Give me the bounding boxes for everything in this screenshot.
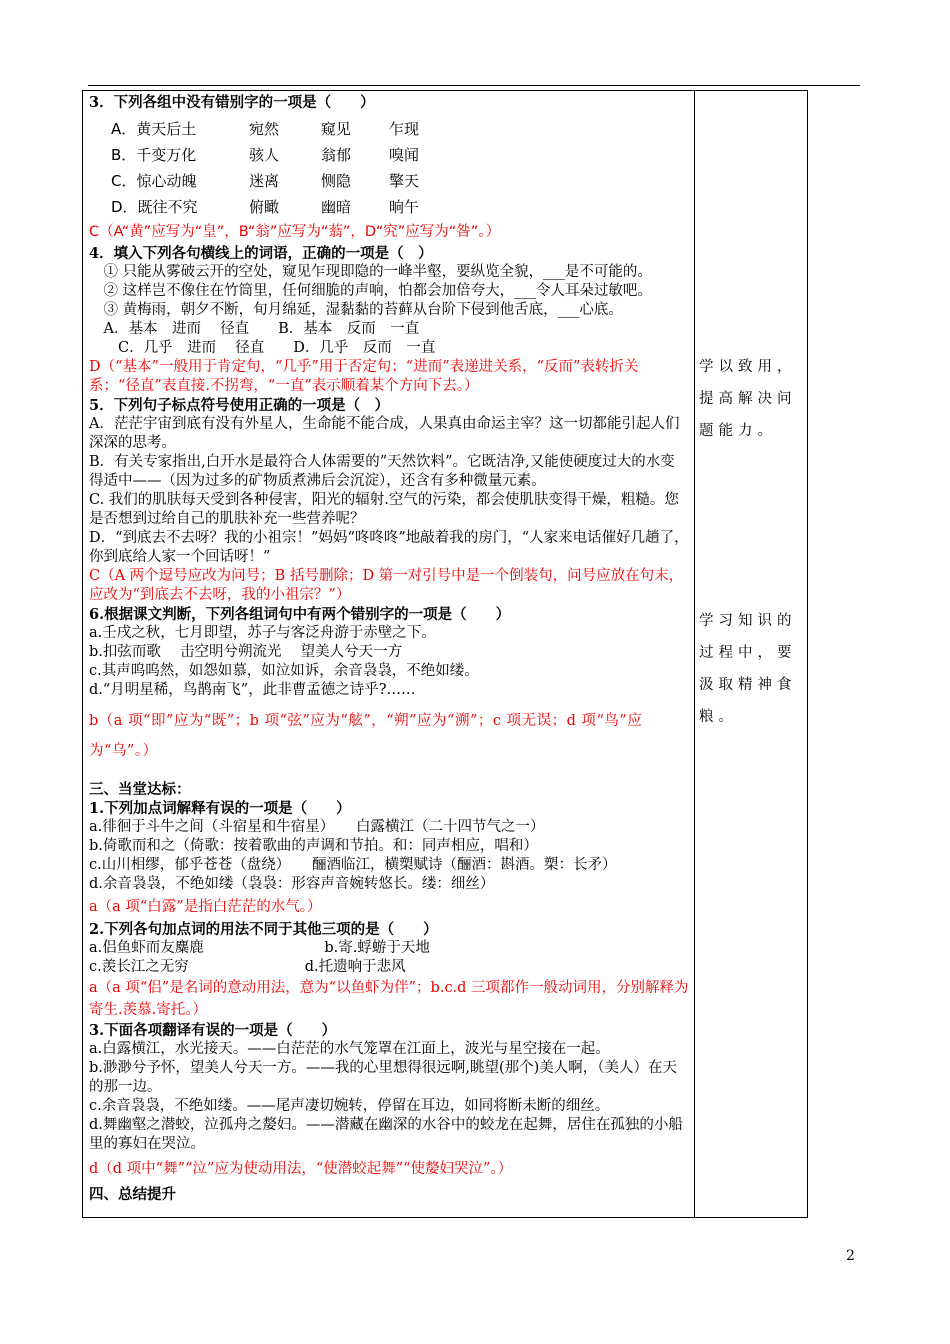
q3-answer: C（A“黄”应写为“皇”，B“翁”应写为“蓊”，D“究”应写为“咎”。） [89, 224, 501, 240]
q4-line: ② 这样岂不像住在竹筒里，任何细脆的声响，怕都会加倍夸大，___令人耳朵过敏吧。 [89, 283, 652, 299]
t2-line: a.侣鱼虾而友麋鹿 b.寄.蜉蝣于天地 [89, 940, 430, 956]
t2-title: 2.下列各句加点词的用法不同于其他三项的是（ ） [89, 921, 438, 938]
side-note-apply: 学以致用，提高解决问题能力。 [699, 359, 797, 439]
t1-line: d.余音袅袅，不绝如缕（袅袅：形容声音婉转悠长。缕：细丝） [89, 876, 495, 892]
t3-line: d.舞幽壑之潜蛟，泣孤舟之嫠妇。——潜藏在幽深的水谷中的蛟龙在起舞，居住在孤独的小船里的寡妇在哭泣。 [89, 1117, 683, 1152]
q6-line: d.“月明星稀，鸟鹊南飞”，此非曹孟德之诗乎?…… [89, 682, 416, 698]
q6-answer: b（a 项“即”应为“既”；b 项“弦”应为“舷”，“朔”应为“溯”；c 项无误；d 项“鸟”应为“乌”。） [89, 713, 643, 759]
worksheet-table [82, 90, 808, 1218]
side-note-learn: 学习知识的过程中，要汲取精神食粮。 [699, 613, 797, 725]
t3-answer: d（d 项中“舞”“泣”应为使动用法，“使潜蛟起舞”“使嫠妇哭泣”。） [89, 1161, 513, 1177]
t3-line: c.余音袅袅，不绝如缕。——尾声凄切婉转，停留在耳边，如同将断未断的细丝。 [89, 1098, 610, 1114]
q6-title: 6.根据课文判断，下列各组词句中有两个错别字的一项是（ ） [89, 606, 511, 623]
t2-answer: a（a 项“侣”是名词的意动用法，意为“以鱼虾为伴”；b.c.d 三项都作一般动词用，分别解释为寄生.羡慕.寄托。） [89, 980, 689, 1018]
page-number: 2 [846, 1248, 855, 1264]
t1-line: c.山川相缪，郁乎苍苍（盘绕） 酾酒临江，横槊赋诗（酾酒：斟酒。槊：长矛） [89, 857, 617, 873]
q5-title: 5．下列句子标点符号使用正确的一项是（ ） [89, 397, 390, 414]
q4-line: ① 只能从雾破云开的空处，窥见乍现即隐的一峰半壑，要纵览全貌，___是不可能的。 [89, 264, 652, 280]
q5-answer: C（A 两个逗号应改为问号；B 括号删除；D 第一对引号中是一个倒装句，问号应放在句末，应改为“到底去不去呀，我的小祖宗？”） [89, 568, 684, 603]
q5-line: D．“到底去不去呀？我的小祖宗！”妈妈“咚咚咚”地敲着我的房门，“人家来电话催好几趟了，你到底给人家一个回话呀！” [89, 530, 689, 565]
q4-line: A．基本 进而 径直 B．基本 反而 一直 [89, 321, 420, 337]
main-content [89, 93, 689, 1204]
q3-option-a: A．黄天后土 宛然 窥见 乍现 [111, 120, 420, 138]
q4-answer: D（“基本”一般用于肯定句，“几乎”用于否定句；“进而”表递进关系，“反而”表转折关系；“径直”表直接.不拐弯，“一直”表示顺着某个方向下去。） [89, 359, 639, 394]
header-rule [88, 85, 860, 86]
q4-line: ③ 黄梅雨，朝夕不断，旬月绵延，湿黏黏的苔藓从台阶下侵到他舌底，___心底。 [89, 302, 623, 318]
t1-line: b.倚歌而和之（倚歌：按着歌曲的声调和节拍。和：同声相应，唱和） [89, 838, 538, 854]
t3-title: 3.下面各项翻译有误的一项是（ ） [89, 1022, 337, 1039]
section-3-heading: 三、当堂达标： [89, 781, 191, 798]
t1-title: 1.下列加点词解释有误的一项是（ ） [89, 800, 351, 817]
q6-line: a.壬戌之秋，七月即望，苏子与客泛舟游于赤壁之下。 [89, 625, 436, 641]
q5-line: B．有关专家指出,白开水是最符合人体需要的”天然饮料”。它既洁净,又能使硬度过大的水变得适中——（因为过多的矿物质煮沸后会沉淀），还含有多种微量元素。 [89, 454, 675, 489]
t1-answer: a（a 项“白露”是指白茫茫的水气。） [89, 899, 322, 915]
t3-line: b.渺渺兮予怀，望美人兮天一方。——我的心里想得很远啊,眺望(那个)美人啊，（美人）在天的那一边。 [89, 1060, 678, 1095]
q3-option-b: B．千变万化 骇人 翁郁 嗅闻 [111, 146, 420, 164]
t1-line: a.徘徊于斗牛之间（斗宿星和牛宿星） 白露横江（二十四节气之一） [89, 819, 545, 835]
t2-line: c.羡长江之无穷 d.托遗响于悲风 [89, 959, 406, 975]
q4-title: 4．填入下列各句横线上的词语，正确的一项是（ ） [89, 245, 433, 262]
q3-options [89, 116, 689, 220]
column-divider [694, 91, 695, 1217]
q6-line: b.扣弦而歌 击空明兮朔流光 望美人兮天一方 [89, 644, 403, 660]
q5-line: A．茫茫宇宙到底有没有外星人，生命能不能合成，人果真由命运主宰？这一切都能引起人们深深的思考。 [89, 416, 680, 451]
section-4-heading: 四、总结提升 [89, 1186, 176, 1203]
q3-option-c: C．惊心动魄 迷离 恻隐 擎天 [111, 172, 420, 190]
q3-title: 3．下列各组中没有错别字的一项是（ ） [89, 94, 375, 111]
q4-line: C．几乎 进而 径直 D．几乎 反而 一直 [89, 340, 436, 356]
q3-option-d: D．既往不究 俯瞰 幽暗 晌午 [111, 198, 420, 216]
q6-line: c.其声呜呜然，如怨如慕，如泣如诉，余音袅袅，不绝如缕。 [89, 663, 479, 679]
t3-line: a.白露横江，水光接天。——白茫茫的水气笼罩在江面上，波光与星空接在一起。 [89, 1041, 610, 1057]
q5-line: C. 我们的肌肤每天受到各种侵害，阳光的辐射.空气的污染，都会使肌肤变得干燥，粗糙。您是否想到过给自己的肌肤补充一些营养呢？ [89, 492, 679, 527]
